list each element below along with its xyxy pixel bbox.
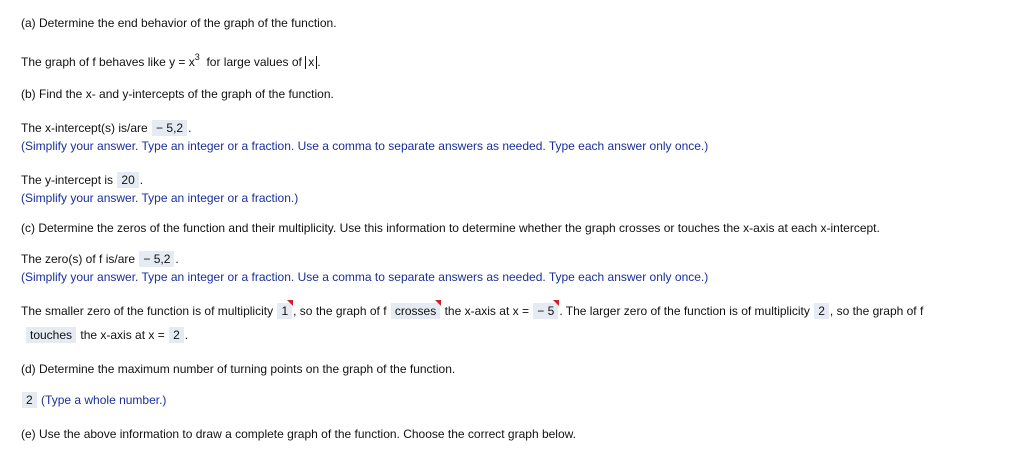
behavior-large-answer[interactable]: touches	[26, 327, 76, 343]
multiplicity-small-value: 1	[281, 304, 289, 318]
end-behavior-mid: for large values of	[206, 55, 302, 69]
zeros-hint: (Simplify your answer. Type an integer or a fraction. Use a comma to separate answers as needed. Type each answer only once.)	[21, 270, 709, 284]
part-e-prompt: (e) Use the above information to draw a complete graph of the function. Choose the correct graph below.	[21, 427, 576, 441]
y-intercept-answer[interactable]: 20	[117, 172, 138, 188]
mult-text-2: , so the graph of f	[293, 304, 387, 318]
behavior-small-answer[interactable]	[391, 303, 440, 319]
mult-text-6: the x-axis at x =	[80, 328, 165, 342]
multiplicity-sentence-cont	[25, 327, 188, 343]
mult-text-5: , so the graph of f	[829, 304, 924, 318]
zeros-sentence	[21, 251, 179, 267]
x-intercept-answer[interactable]: − 5,2	[152, 120, 187, 136]
zeros-answer[interactable]: − 5,2	[139, 251, 174, 267]
part-c-prompt: (c) Determine the zeros of the function and their multiplicity. Use this information to determine whether the graph crosses or touches the x-axis at each x-intercept.	[21, 221, 880, 235]
function-exponent: 3	[194, 52, 200, 62]
function-base: x	[188, 55, 195, 69]
y-intercept-pre: The y-intercept is	[21, 173, 114, 187]
x-intercept-pre: The x-intercept(s) is/are	[21, 121, 148, 135]
incorrect-flag-icon	[435, 300, 441, 306]
end-behavior-function	[188, 52, 200, 69]
mult-text-3: the x-axis at x =	[444, 304, 529, 318]
y-intercept-hint: (Simplify your answer. Type an integer or a fraction.)	[21, 191, 299, 205]
zero-large-answer[interactable]: 2	[169, 327, 184, 343]
part-b-prompt: (b) Find the x- and y-intercepts of the graph of the function.	[21, 87, 334, 101]
part-a-sentence	[21, 54, 321, 70]
end-behavior-pre: The graph of f behaves like y =	[21, 55, 186, 69]
zeros-pre: The zero(s) of f is/are	[21, 252, 136, 266]
mult-text-1: The smaller zero of the function is of multiplicity	[21, 304, 274, 318]
y-intercept-end: .	[139, 173, 144, 187]
mult-text-7: .	[184, 328, 189, 342]
x-intercept-end: .	[188, 121, 192, 135]
zero-small-value: − 5	[537, 304, 555, 318]
x-intercept-sentence	[21, 120, 191, 136]
y-intercept-sentence	[21, 172, 143, 188]
absolute-value-x: x	[305, 56, 317, 69]
multiplicity-sentence	[21, 303, 923, 319]
multiplicity-small-answer[interactable]	[277, 303, 292, 319]
turning-points-hint: (Type a whole number.)	[41, 393, 167, 407]
behavior-small-value: crosses	[394, 304, 437, 318]
turning-points-row	[21, 392, 166, 408]
x-intercept-hint: (Simplify your answer. Type an integer or a fraction. Use a comma to separate answers as needed. Type each answer only once.)	[21, 139, 709, 153]
turning-points-answer[interactable]: 2	[22, 392, 37, 408]
part-a-prompt: (a) Determine the end behavior of the graph of the function.	[21, 16, 337, 30]
incorrect-flag-icon	[287, 300, 293, 306]
part-d-prompt: (d) Determine the maximum number of turning points on the graph of the function.	[21, 362, 456, 376]
end-behavior-end: .	[317, 55, 321, 69]
multiplicity-large-answer[interactable]: 2	[814, 303, 829, 319]
zeros-end: .	[175, 252, 179, 266]
incorrect-flag-icon	[553, 300, 559, 306]
zero-small-answer[interactable]	[533, 303, 558, 319]
mult-text-4: . The larger zero of the function is of multiplicity	[559, 304, 810, 318]
